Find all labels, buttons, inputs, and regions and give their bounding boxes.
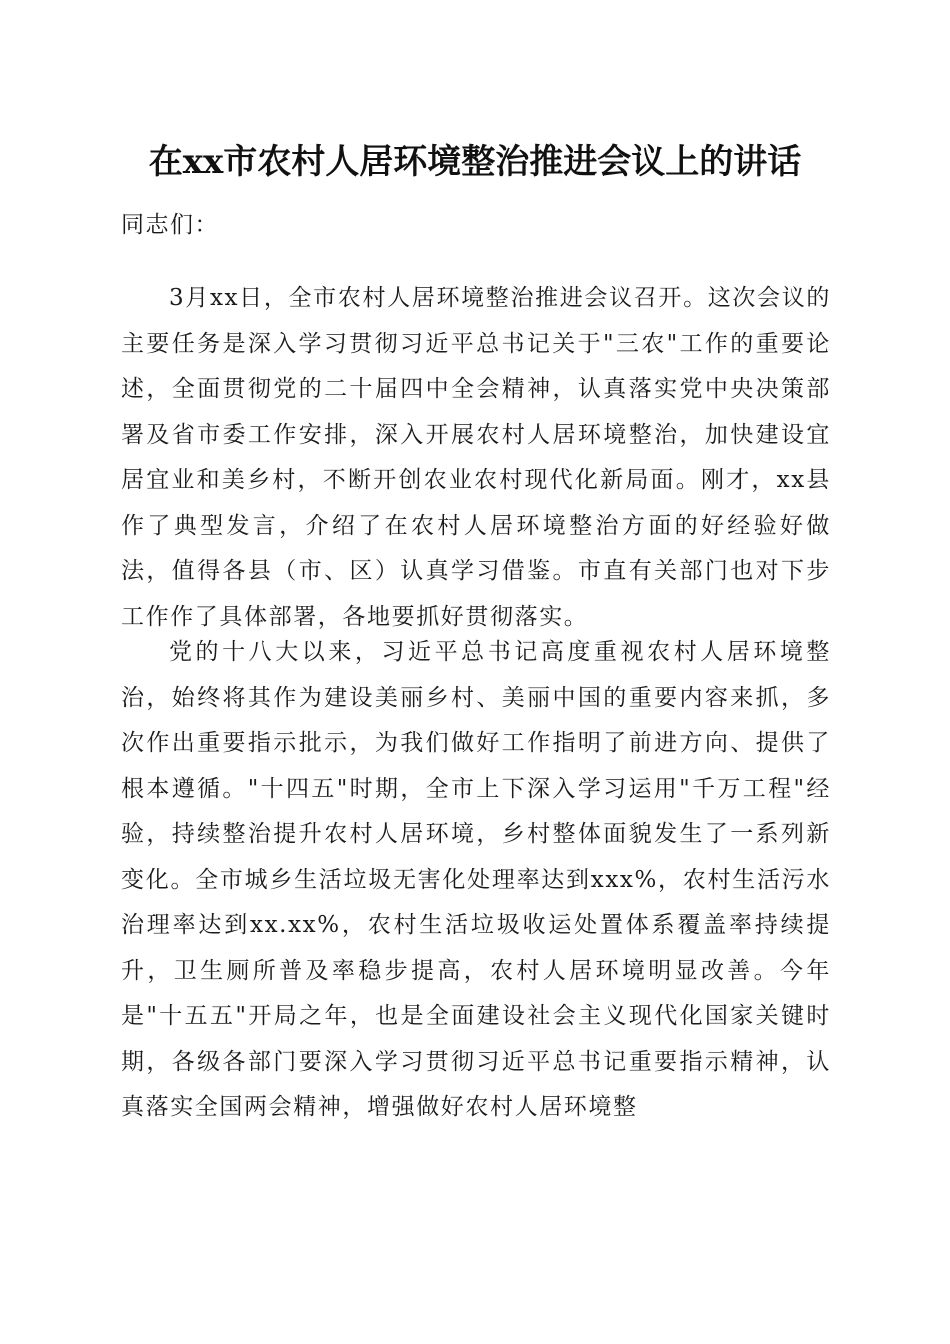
paragraph-2: 党的十八大以来，习近平总书记高度重视农村人居环境整治，始终将其作为建设美丽乡村、美丽中国的重要内容来抓，多次作出重要指示批示，为我们做好工作指明了前进方向、提供了根本遵循。"十四五"时期，全市上下深入学习运用"千万工程"经验，持续整治提升农村人居环境，乡村整体面貌发生了一系列新变化。全市城乡生活垃圾无害化处理率达到xxx%，农村生活污水治理率达到xx.xx%，农村生活垃圾收运处置体系覆盖率持续提升，卫生厕所普及率稳步提高，农村人居环境明显改善。今年是"十五五"开局之年，也是全面建设社会主义现代化国家关键时期，各级各部门要深入学习贯彻习近平总书记重要指示精神，认真落实全国两会精神，增强做好农村人居环境整 [121,639,831,1120]
salutation: 同志们： [121,212,219,238]
page-title: 在xx市农村人居环境整治推进会议上的讲话 [148,142,802,182]
paragraph-1: 3月xx日，全市农村人居环境整治推进会议召开。这次会议的主要任务是深入学习贯彻习近平总书记关于"三农"工作的重要论述，全面贯彻党的二十届四中全会精神，认真落实党中央决策部署及省市委工作安排，深入开展农村人居环境整治，加快建设宜居宜业和美乡村，不断开创农业农村现代化新局面。刚才，xx县作了典型发言，介绍了在农村人居环境整治方面的好经验好做法，值得各县（市、区）认真学习借鉴。市直有关部门也对下步工作作了具体部署，各地要抓好贯彻落实。 [121,285,831,630]
